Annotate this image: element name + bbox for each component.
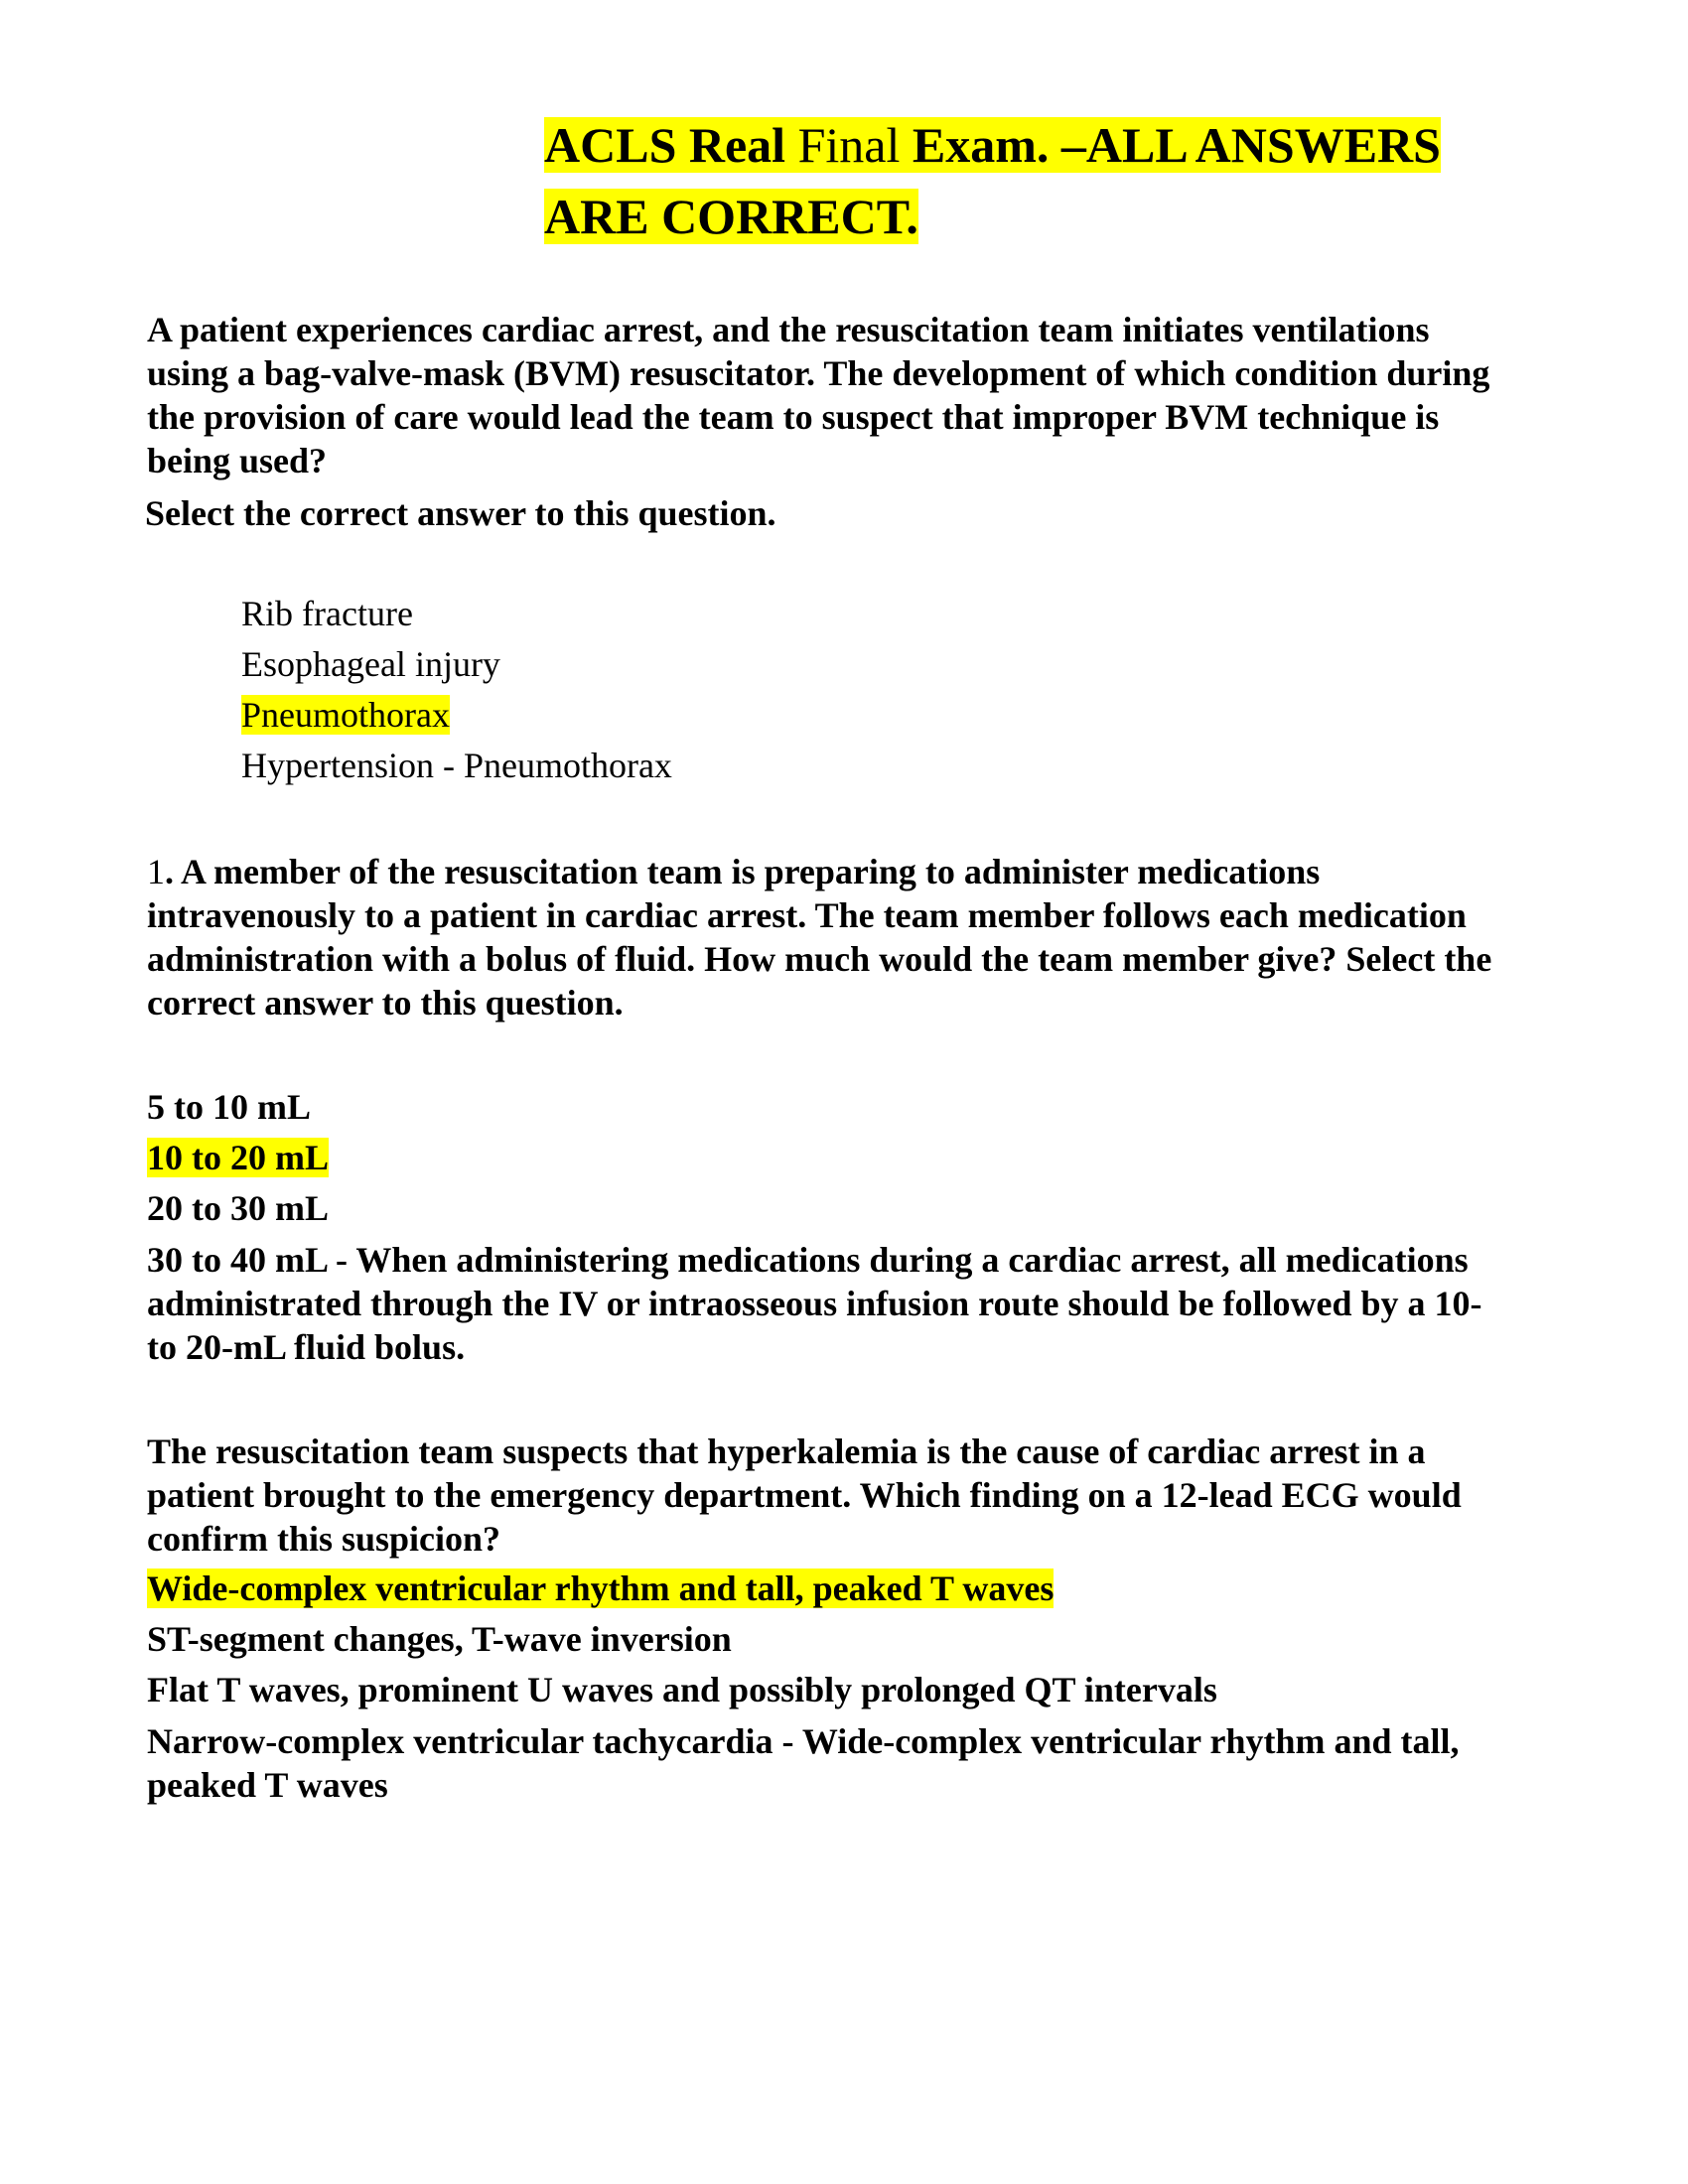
question-2-text — [147, 850, 1497, 1024]
q3-option-3: Flat T waves, prominent U waves and possibly prolonged QT intervals — [147, 1670, 1217, 1709]
q2-option-3: 20 to 30 mL — [147, 1188, 329, 1228]
q1-option-2: Esophageal injury — [241, 644, 500, 684]
q2-option-4: 30 to 40 mL - When administering medications during a cardiac arrest, all medications administrated through the IV or intraosseous infusion route should be followed by a 10- to 20-mL fluid bolus. — [147, 1240, 1482, 1367]
title-part-3: Exam. –ALL ANSWERS — [912, 117, 1441, 173]
q3-option-1-correct: Wide-complex ventricular rhythm and tall, peaked T waves — [147, 1569, 1055, 1608]
question-1 — [147, 308, 1497, 482]
q2-option-1: 5 to 10 mL — [147, 1087, 311, 1127]
question-3 — [147, 1430, 1497, 1561]
title-part-2: Final — [797, 117, 901, 173]
question-2 — [147, 850, 1497, 1024]
question-2-number: 1 — [147, 852, 165, 891]
title-part-1: ACLS Real — [544, 117, 786, 173]
question-2-body: . A member of the resuscitation team is preparing to administer medications intravenously to a patient in cardiac arrest. The team member follows each medication administration with a bolus of fluid. How much would the team member give? Select the correct answer to this question. — [147, 852, 1492, 1023]
question-1-instruction-text: Select the correct answer to this question. — [145, 493, 776, 533]
page-title — [544, 109, 1497, 252]
q1-option-1: Rib fracture — [241, 594, 413, 633]
question-1-options — [241, 589, 672, 791]
q3-option-2: ST-segment changes, T-wave inversion — [147, 1619, 732, 1659]
title-line-2 — [544, 181, 1497, 252]
question-3-text: The resuscitation team suspects that hyperkalemia is the cause of cardiac arrest in a patient brought to the emergency department. Which finding on a 12-lead ECG would confirm this suspicion? — [147, 1432, 1462, 1559]
title-line-1 — [544, 109, 1497, 181]
q1-option-4: Hypertension - Pneumothorax — [241, 746, 672, 785]
q1-option-3-correct: Pneumothorax — [241, 695, 450, 735]
question-1-instruction — [145, 491, 1495, 535]
q3-option-4: Narrow-complex ventricular tachycardia - Wide-complex ventricular rhythm and tall, peaked T waves — [147, 1721, 1460, 1805]
q2-option-2-correct: 10 to 20 mL — [147, 1138, 329, 1177]
title-part-4: ARE CORRECT. — [544, 189, 918, 244]
question-2-options — [147, 1082, 1497, 1369]
question-3-options — [147, 1564, 1497, 1807]
question-1-text: A patient experiences cardiac arrest, and the resuscitation team initiates ventilations using a bag-valve-mask (BVM) resuscitator. The development of which condition during the provision of care would lead the team to suspect that improper BVM technique is being used? — [147, 310, 1490, 480]
